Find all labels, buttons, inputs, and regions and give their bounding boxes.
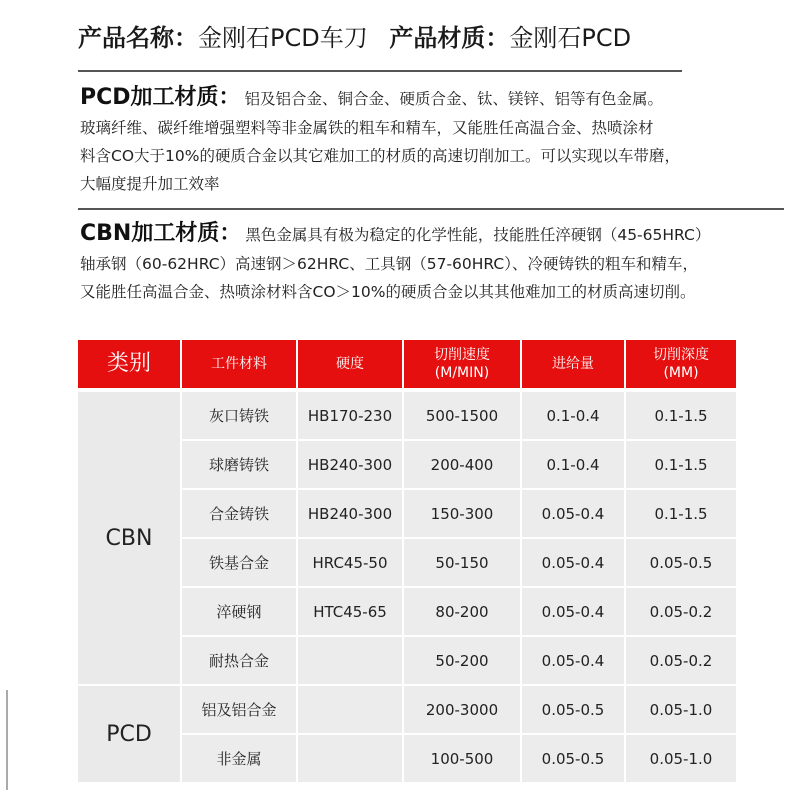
cell-depth: 0.1-1.5 [626, 441, 736, 488]
cell-feed: 0.1-0.4 [522, 441, 624, 488]
cell-speed: 100-500 [404, 735, 520, 782]
group-label-cbn: CBN [78, 392, 180, 684]
table-header [78, 340, 784, 390]
divider-top [78, 70, 682, 72]
cell-hardness: HB240-300 [298, 490, 402, 537]
cbn-heading: CBN加工材质： [80, 221, 242, 246]
cell-depth: 0.05-0.2 [626, 637, 736, 684]
cell-workpiece: 球磨铸铁 [182, 441, 296, 488]
pcd-text-3: 料含CO大于10%的硬质合金以其它难加工的材质的高速切削加工。可以实现以车带磨， [80, 147, 680, 165]
cell-depth: 0.1-1.5 [626, 490, 736, 537]
product-name-label: 产品名称： [78, 24, 198, 52]
cell-speed: 50-200 [404, 637, 520, 684]
group-label-pcd: PCD [78, 686, 180, 782]
cell-feed: 0.05-0.4 [522, 588, 624, 635]
pcd-text-1: 铝及铝合金、铜合金、硬质合金、钛、镁锌、铝等有色金属。 [244, 90, 664, 108]
cell-speed: 500-1500 [404, 392, 520, 439]
cell-hardness: HRC45-50 [298, 539, 402, 586]
cell-hardness: HB240-300 [298, 441, 402, 488]
cell-speed: 200-400 [404, 441, 520, 488]
cell-feed: 0.05-0.5 [522, 686, 624, 733]
cell-workpiece: 灰口铸铁 [182, 392, 296, 439]
pcd-heading: PCD加工材质： [80, 85, 241, 110]
cbn-text-2: 轴承钢（60-62HRC）高速钢＞62HRC、工具钢（57-60HRC）、冷硬铸铁的粗车和精车， [80, 255, 698, 273]
cell-depth: 0.1-1.5 [626, 392, 736, 439]
cell-feed: 0.05-0.4 [522, 637, 624, 684]
header-cutting-depth: 切削深度 (MM) [626, 340, 736, 388]
header-hardness: 硬度 [298, 340, 402, 388]
cell-workpiece: 合金铸铁 [182, 490, 296, 537]
header-cutting-speed: 切削速度 (M/MIN) [404, 340, 520, 388]
cell-workpiece: 铝及铝合金 [182, 686, 296, 733]
cbn-section [80, 218, 795, 306]
cell-speed: 150-300 [404, 490, 520, 537]
cell-hardness [298, 686, 402, 733]
cell-feed: 0.05-0.5 [522, 735, 624, 782]
cell-workpiece: 淬硬钢 [182, 588, 296, 635]
cell-feed: 0.1-0.4 [522, 392, 624, 439]
cell-depth: 0.05-1.0 [626, 735, 736, 782]
header-workpiece: 工件材料 [182, 340, 296, 388]
cbn-text-3: 又能胜任高温合金、热喷涂材料含CO＞10%的硬质合金以其其他难加工的材质高速切削。 [80, 283, 696, 301]
cell-hardness [298, 735, 402, 782]
cell-hardness: HB170-230 [298, 392, 402, 439]
product-title-line [78, 18, 645, 58]
cell-depth: 0.05-0.5 [626, 539, 736, 586]
cbn-line-1 [80, 218, 795, 250]
cell-feed: 0.05-0.4 [522, 490, 624, 537]
cell-workpiece: 耐热合金 [182, 637, 296, 684]
cell-feed: 0.05-0.4 [522, 539, 624, 586]
cell-hardness: HTC45-65 [298, 588, 402, 635]
product-name-value: 金刚石PCD车刀 [198, 24, 368, 52]
cell-depth: 0.05-0.2 [626, 588, 736, 635]
cbn-text-1: 黑色金属具有极为稳定的化学性能，技能胜任淬硬钢（45-65HRC） [245, 226, 711, 244]
cell-depth: 0.05-1.0 [626, 686, 736, 733]
header-category: 类别 [78, 340, 180, 388]
divider-middle [78, 208, 784, 210]
pcd-text-2: 玻璃纤维、碳纤维增强塑料等非金属铁的粗车和精车，又能胜任高温合金、热喷涂材 [80, 119, 654, 137]
product-material-label: 产品材质： [389, 24, 510, 52]
edge-mark [6, 690, 8, 790]
pcd-text-4: 大幅度提升加工效率 [80, 175, 220, 193]
cell-speed: 50-150 [404, 539, 520, 586]
cell-workpiece: 非金属 [182, 735, 296, 782]
pcd-line-1 [80, 82, 795, 114]
cell-workpiece: 铁基合金 [182, 539, 296, 586]
cell-speed: 80-200 [404, 588, 520, 635]
header-feed: 进给量 [522, 340, 624, 388]
cell-hardness [298, 637, 402, 684]
pcd-section [80, 82, 795, 198]
cell-speed: 200-3000 [404, 686, 520, 733]
product-material-value: 金刚石PCD [509, 24, 632, 52]
